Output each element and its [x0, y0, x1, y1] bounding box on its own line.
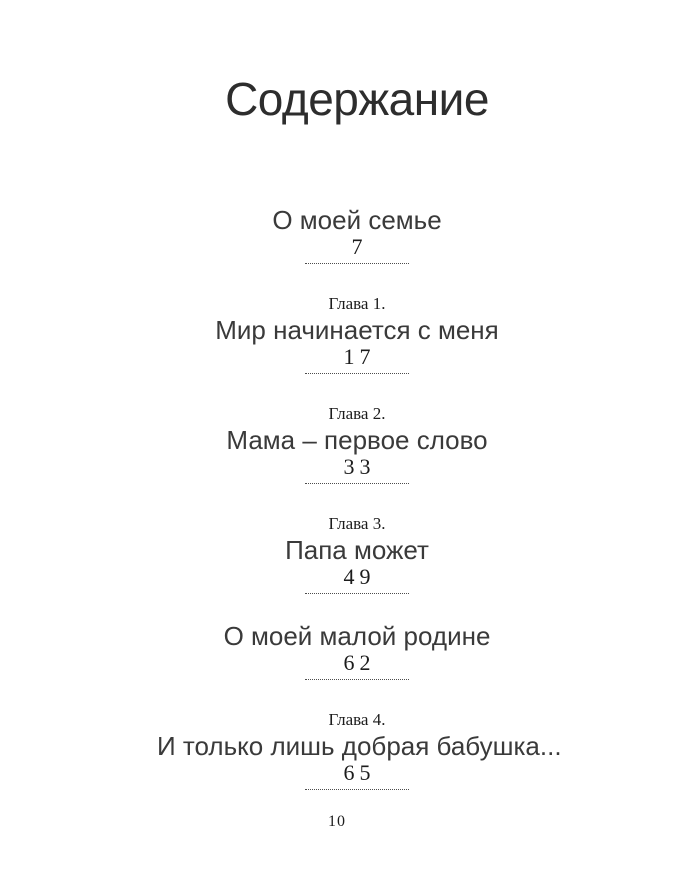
- toc-content-column: [157, 0, 562, 818]
- dotted-separator: [305, 260, 409, 264]
- entry-page-number: 62: [343, 650, 376, 675]
- chapter-label: Глава 1.: [328, 294, 386, 313]
- entry-title: Мир начинается с меня: [215, 315, 499, 345]
- chapter-label: Глава 2.: [328, 404, 386, 423]
- entry-title: О моей малой родине: [223, 621, 491, 651]
- toc-entry: [157, 292, 557, 374]
- entry-page-number: 33: [343, 454, 376, 479]
- dotted-separator: [305, 370, 409, 374]
- toc-entry: [157, 402, 557, 484]
- entry-page-number: 7: [351, 234, 368, 259]
- dotted-separator: [305, 480, 409, 484]
- entry-page-number: 49: [343, 564, 376, 589]
- chapter-label: Глава 4.: [328, 710, 386, 729]
- toc-entry: [157, 622, 557, 680]
- toc-entry: [157, 708, 562, 790]
- dotted-separator: [305, 676, 409, 680]
- entry-title: Папа может: [285, 535, 429, 565]
- toc-entry: [157, 206, 557, 264]
- entry-page-number: 65: [343, 760, 376, 785]
- footer-page-number: 10: [328, 813, 346, 830]
- page-title: Содержание: [225, 73, 489, 125]
- chapter-label: Глава 3.: [328, 514, 386, 533]
- entry-title: И только лишь добрая бабушка...: [157, 731, 562, 761]
- dotted-separator: [305, 590, 409, 594]
- toc-entry: [157, 512, 557, 594]
- dotted-separator: [305, 786, 409, 790]
- entry-title: Мама – первое слово: [226, 425, 488, 455]
- entry-title: О моей семье: [272, 205, 442, 235]
- toc-list: [157, 205, 562, 790]
- entry-page-number: 17: [343, 344, 376, 369]
